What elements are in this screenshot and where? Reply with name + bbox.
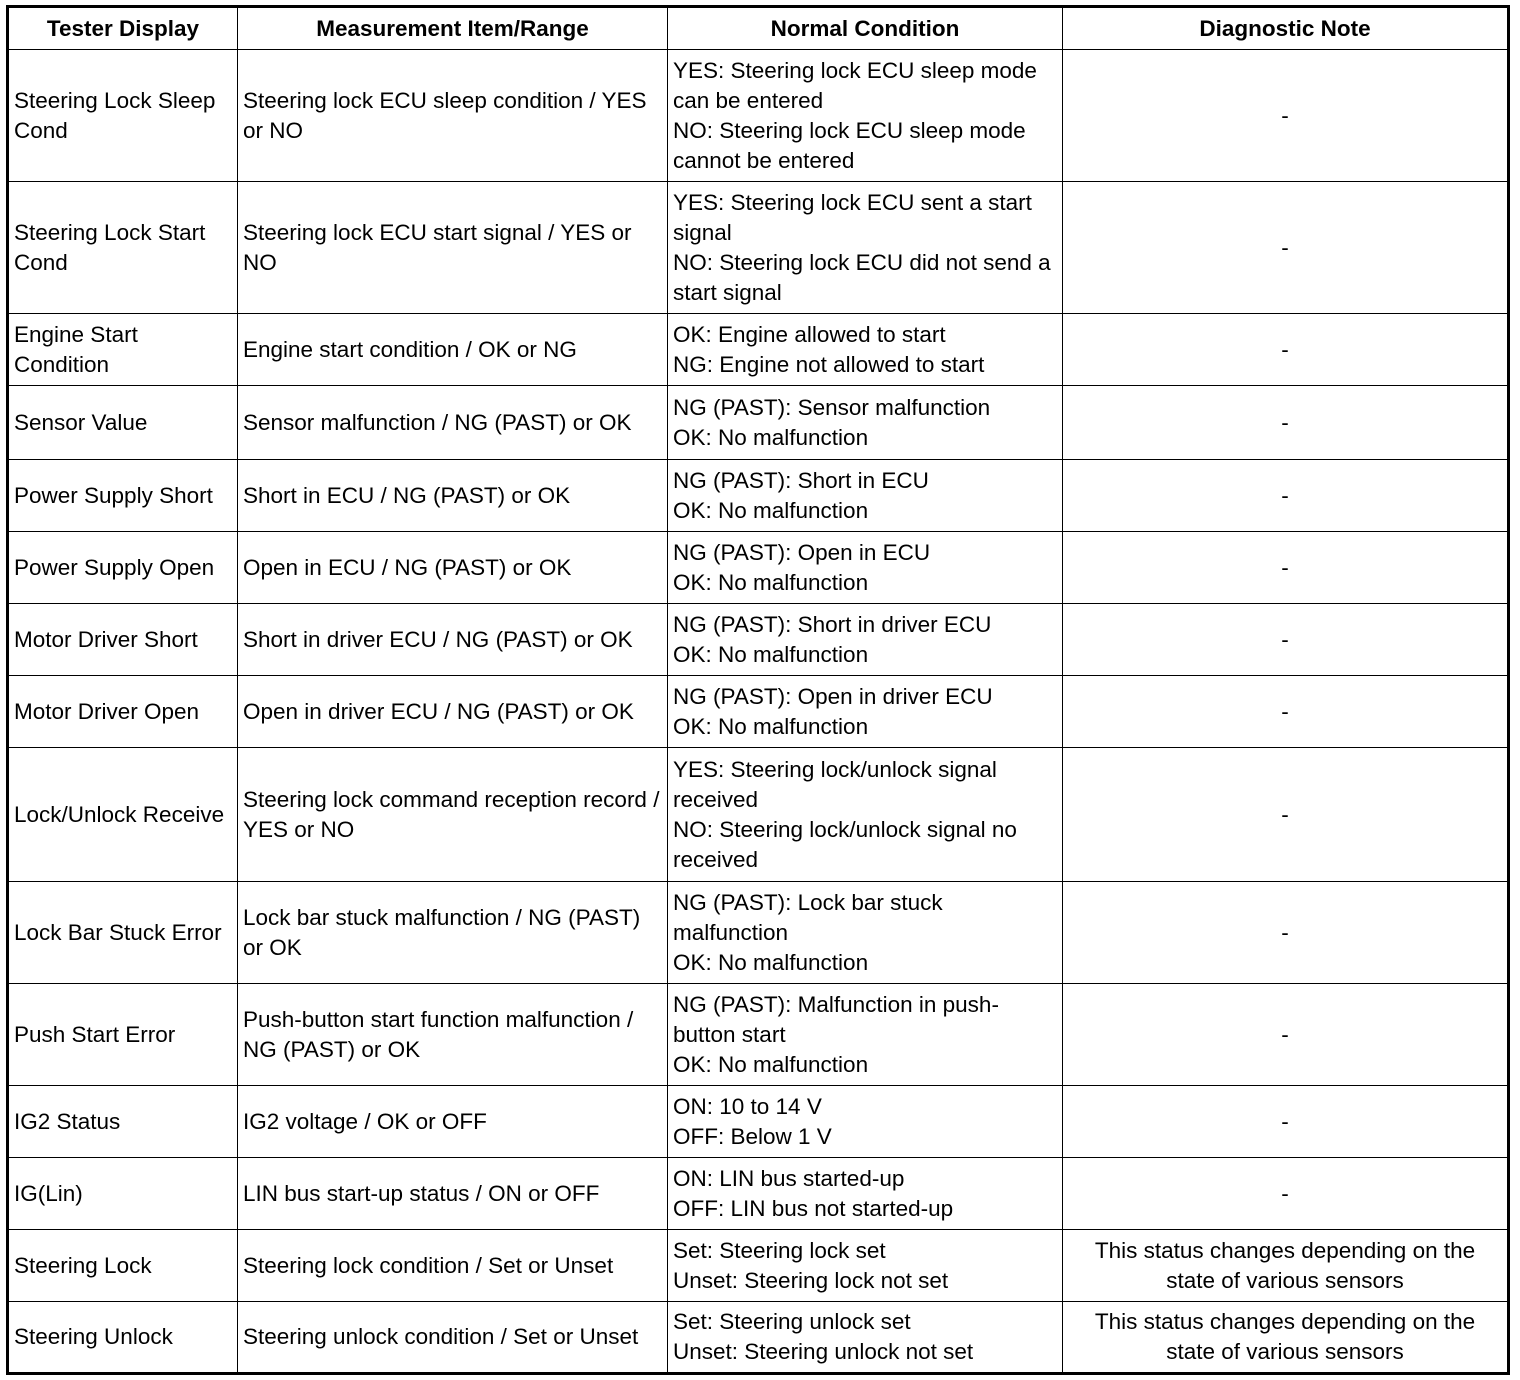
cell-measurement-item: Steering lock condition / Set or Unset [238, 1230, 668, 1302]
header-measurement-item: Measurement Item/Range [238, 7, 668, 50]
normal-condition-line: NG (PAST): Sensor malfunction [673, 394, 991, 420]
cell-measurement-item: LIN bus start-up status / ON or OFF [238, 1158, 668, 1230]
normal-condition-line: YES: Steering lock ECU sleep mode can be entered [673, 57, 1037, 113]
cell-tester-display: Power Supply Open [8, 532, 238, 604]
table-row [8, 748, 1509, 882]
cell-tester-display: Steering Lock Start Cond [8, 182, 238, 314]
table-row [8, 984, 1509, 1086]
normal-condition-line: NG (PAST): Short in driver ECU [673, 611, 992, 637]
cell-tester-display: Motor Driver Open [8, 676, 238, 748]
normal-condition-line: NG (PAST): Short in ECU [673, 467, 929, 493]
cell-measurement-item: Steering unlock condition / Set or Unset [238, 1302, 668, 1374]
cell-normal-condition [668, 1086, 1063, 1158]
cell-measurement-item: Open in driver ECU / NG (PAST) or OK [238, 676, 668, 748]
table-row [8, 1086, 1509, 1158]
cell-diagnostic-note: - [1063, 386, 1509, 460]
cell-normal-condition [668, 314, 1063, 386]
cell-normal-condition [668, 604, 1063, 676]
cell-tester-display: Sensor Value [8, 386, 238, 460]
cell-normal-condition [668, 1302, 1063, 1374]
cell-tester-display: IG2 Status [8, 1086, 238, 1158]
normal-condition-line: Unset: Steering lock not set [673, 1267, 949, 1293]
cell-measurement-item: Push-button start function malfunction / NG (PAST) or OK [238, 984, 668, 1086]
normal-condition-line: NO: Steering lock ECU did not send a start signal [673, 249, 1051, 305]
table-row [8, 676, 1509, 748]
cell-tester-display: Lock Bar Stuck Error [8, 882, 238, 984]
normal-condition-line: NG (PAST): Malfunction in push-button start [673, 991, 999, 1047]
cell-diagnostic-note: - [1063, 604, 1509, 676]
cell-measurement-item: Sensor malfunction / NG (PAST) or OK [238, 386, 668, 460]
normal-condition-line: YES: Steering lock/unlock signal received [673, 756, 997, 812]
cell-diagnostic-note: This status changes depending on the state of various sensors [1063, 1302, 1509, 1374]
table-row [8, 314, 1509, 386]
header-tester-display: Tester Display [8, 7, 238, 50]
normal-condition-line: Set: Steering unlock set [673, 1309, 911, 1334]
normal-condition-line: NG: Engine not allowed to start [673, 351, 985, 377]
cell-diagnostic-note: - [1063, 460, 1509, 532]
normal-condition-line: OFF: Below 1 V [673, 1123, 832, 1149]
cell-tester-display: Lock/Unlock Receive [8, 748, 238, 882]
cell-measurement-item: Steering lock ECU start signal / YES or NO [238, 182, 668, 314]
table-row [8, 882, 1509, 984]
data-list-table [6, 5, 1510, 1375]
table-row [8, 1158, 1509, 1230]
normal-condition-line: YES: Steering lock ECU sent a start signal [673, 189, 1032, 245]
cell-normal-condition [668, 882, 1063, 984]
normal-condition-line: NO: Steering lock ECU sleep mode cannot be entered [673, 117, 1026, 173]
header-diagnostic-note: Diagnostic Note [1063, 7, 1509, 50]
cell-diagnostic-note: - [1063, 748, 1509, 882]
cell-tester-display: Motor Driver Short [8, 604, 238, 676]
cell-tester-display: Steering Lock Sleep Cond [8, 50, 238, 182]
header-row [8, 7, 1509, 50]
cell-diagnostic-note: This status changes depending on the state of various sensors [1063, 1230, 1509, 1302]
cell-diagnostic-note: - [1063, 182, 1509, 314]
normal-condition-line: OK: No malfunction [673, 569, 869, 595]
cell-tester-display: IG(Lin) [8, 1158, 238, 1230]
header-normal-condition: Normal Condition [668, 7, 1063, 50]
table-row [8, 460, 1509, 532]
cell-measurement-item: Steering lock ECU sleep condition / YES or NO [238, 50, 668, 182]
normal-condition-line: OK: No malfunction [673, 497, 869, 523]
normal-condition-line: ON: LIN bus started-up [673, 1165, 905, 1191]
cell-diagnostic-note: - [1063, 676, 1509, 748]
cell-tester-display: Engine Start Condition [8, 314, 238, 386]
normal-condition-line: OFF: LIN bus not started-up [673, 1195, 954, 1221]
cell-normal-condition [668, 532, 1063, 604]
cell-diagnostic-note: - [1063, 1158, 1509, 1230]
normal-condition-line: NG (PAST): Open in driver ECU [673, 683, 993, 709]
cell-measurement-item: Lock bar stuck malfunction / NG (PAST) or OK [238, 882, 668, 984]
cell-tester-display: Power Supply Short [8, 460, 238, 532]
normal-condition-line: NG (PAST): Lock bar stuck malfunction [673, 889, 943, 945]
cell-measurement-item: IG2 voltage / OK or OFF [238, 1086, 668, 1158]
normal-condition-line: OK: No malfunction [673, 713, 869, 739]
cell-normal-condition [668, 182, 1063, 314]
cell-measurement-item: Engine start condition / OK or NG [238, 314, 668, 386]
cell-tester-display: Steering Unlock [8, 1302, 238, 1374]
cell-tester-display: Steering Lock [8, 1230, 238, 1302]
cell-measurement-item: Short in driver ECU / NG (PAST) or OK [238, 604, 668, 676]
normal-condition-line: OK: Engine allowed to start [673, 321, 946, 347]
cell-normal-condition [668, 1230, 1063, 1302]
cell-tester-display: Push Start Error [8, 984, 238, 1086]
normal-condition-line: OK: No malfunction [673, 641, 869, 667]
cell-diagnostic-note: - [1063, 532, 1509, 604]
normal-condition-line: NG (PAST): Open in ECU [673, 539, 931, 565]
normal-condition-line: Unset: Steering unlock not set [673, 1339, 974, 1364]
cell-normal-condition [668, 50, 1063, 182]
table-row [8, 532, 1509, 604]
table-row [8, 182, 1509, 314]
table-row [8, 604, 1509, 676]
normal-condition-line: NO: Steering lock/unlock signal no received [673, 816, 1017, 872]
cell-normal-condition [668, 386, 1063, 460]
table-row [8, 1302, 1509, 1374]
cell-diagnostic-note: - [1063, 1086, 1509, 1158]
cell-measurement-item: Open in ECU / NG (PAST) or OK [238, 532, 668, 604]
normal-condition-line: OK: No malfunction [673, 949, 869, 975]
cell-normal-condition [668, 1158, 1063, 1230]
data-list-sheet [6, 5, 1510, 1375]
cell-diagnostic-note: - [1063, 314, 1509, 386]
cell-measurement-item: Steering lock command reception record / YES or NO [238, 748, 668, 882]
cell-normal-condition [668, 460, 1063, 532]
table-row [8, 1230, 1509, 1302]
normal-condition-line: OK: No malfunction [673, 424, 869, 450]
cell-measurement-item: Short in ECU / NG (PAST) or OK [238, 460, 668, 532]
normal-condition-line: Set: Steering lock set [673, 1237, 886, 1263]
normal-condition-line: OK: No malfunction [673, 1051, 869, 1077]
table-row [8, 50, 1509, 182]
cell-diagnostic-note: - [1063, 50, 1509, 182]
cell-diagnostic-note: - [1063, 984, 1509, 1086]
normal-condition-line: ON: 10 to 14 V [673, 1093, 822, 1119]
cell-diagnostic-note: - [1063, 882, 1509, 984]
cell-normal-condition [668, 748, 1063, 882]
table-row [8, 386, 1509, 460]
cell-normal-condition [668, 676, 1063, 748]
cell-normal-condition [668, 984, 1063, 1086]
